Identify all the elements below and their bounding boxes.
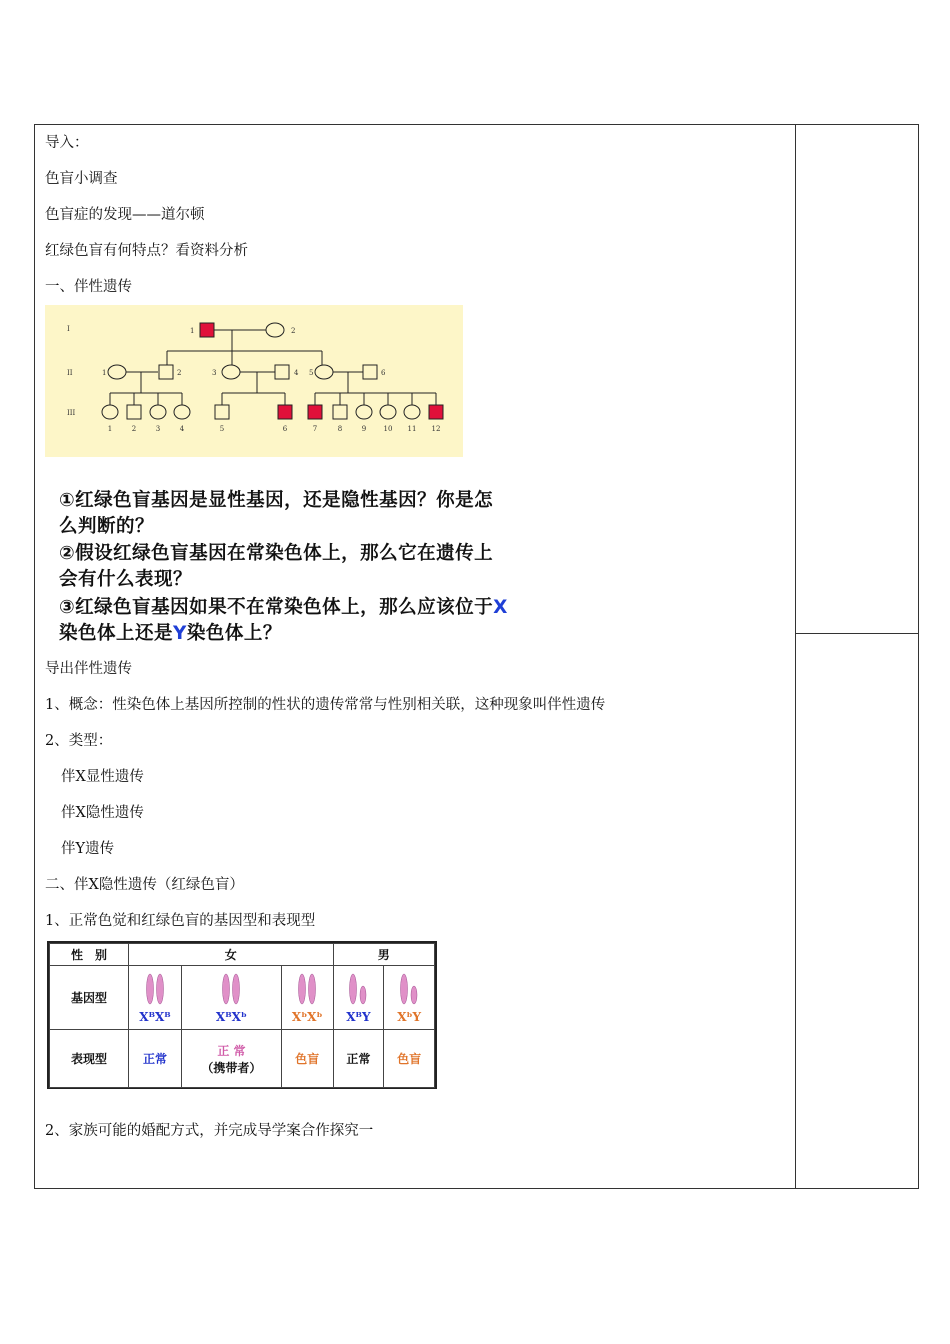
- row-label-phenotype: 表现型: [50, 1030, 129, 1088]
- question-3-line-1: [59, 593, 508, 619]
- gen3-label-6: 6: [282, 425, 288, 433]
- genotype-cell: [129, 966, 182, 1030]
- gen2-label-3: 3: [212, 369, 217, 377]
- pedigree-female: [356, 405, 372, 419]
- chromosome-pair-icon: [216, 971, 246, 1007]
- intro-line-2: 色盲症的发现——道尔顿: [45, 207, 205, 223]
- genotype-table: [47, 941, 437, 1089]
- pedigree-male-affected: [308, 405, 322, 419]
- gen3-label-4: 4: [179, 425, 185, 433]
- gen3-label-2: 2: [131, 425, 137, 433]
- pedigree-female: [150, 405, 166, 419]
- gen3-label-10: 10: [383, 425, 393, 433]
- pedigree-male: [127, 405, 141, 419]
- section-1-heading: 一、伴性遗传: [45, 279, 132, 295]
- gen2-label-6: 6: [381, 369, 386, 377]
- question-3-line-2: [59, 619, 282, 645]
- genotype-5: XᵇY: [397, 1010, 422, 1024]
- subheading-1: 1、正常色觉和红绿色盲的基因型和表现型: [45, 913, 316, 929]
- question-1-line-1: ①红绿色盲基因是显性基因，还是隐性基因？你是怎: [59, 490, 494, 511]
- pedigree-chart: [45, 305, 463, 457]
- genotype-4: XᴮY: [346, 1010, 371, 1024]
- pedigree-female: [102, 405, 118, 419]
- chromosome-pair-icon: [394, 971, 424, 1007]
- intro-title: 导入：: [45, 135, 89, 151]
- pedigree-female: [222, 365, 240, 379]
- x-chromosome-label: X: [493, 597, 508, 618]
- genotype-cell: [333, 966, 384, 1030]
- phenotype-2-cell: [182, 1030, 282, 1088]
- pedigree-male: [333, 405, 347, 419]
- genotype-cell: [384, 966, 435, 1030]
- pedigree-male: [275, 365, 289, 379]
- pedigree-male: [215, 405, 229, 419]
- question-1-line-2: 么判断的？: [59, 516, 155, 537]
- gen3-label-8: 8: [337, 425, 343, 433]
- pedigree-male-affected: [200, 323, 214, 337]
- intro-line-3: 红绿色盲有何特点？看资料分析: [45, 243, 248, 259]
- carrier-label: （携带者）: [201, 1060, 262, 1075]
- phenotype-3: 色盲: [281, 1030, 333, 1088]
- gen1-label-2: 2: [291, 327, 296, 335]
- pedigree-male: [363, 365, 377, 379]
- column-divider: [795, 125, 796, 1188]
- type-3: 伴Y遗传: [61, 841, 115, 857]
- gen2-label-4: 4: [294, 369, 299, 377]
- gen1-label-1: 1: [190, 327, 195, 335]
- type-1: 伴X显性遗传: [61, 769, 144, 785]
- phenotype-5: 色盲: [384, 1030, 435, 1088]
- y-chromosome-label: Y: [173, 623, 187, 644]
- pedigree-female: [174, 405, 190, 419]
- gen-label-1: I: [67, 325, 70, 333]
- pedigree-male: [159, 365, 173, 379]
- pedigree-female: [108, 365, 126, 379]
- genotype-3: XᵇXᵇ: [291, 1010, 323, 1024]
- concept-text: 1、概念：性染色体上基因所控制的性状的遗传常常与性别相关联，这种现象叫伴性遗传: [45, 697, 606, 713]
- phenotype-1: 正常: [129, 1030, 182, 1088]
- gen3-label-7: 7: [312, 425, 318, 433]
- gen-label-2: II: [67, 369, 73, 377]
- subheading-2: 2、家族可能的婚配方式，并完成导学案合作探究一: [45, 1123, 374, 1139]
- question-3-text-2: 染色体上还是: [59, 623, 174, 644]
- pedigree-female: [266, 323, 284, 337]
- content-table: [34, 124, 919, 1189]
- types-heading: 2、类型：: [45, 733, 113, 749]
- question-2-line-2: 会有什么表现？: [59, 569, 193, 590]
- pedigree-female: [380, 405, 396, 419]
- chromosome-pair-icon: [140, 971, 170, 1007]
- pedigree-svg: [45, 305, 463, 457]
- question-3-text: ③红绿色盲基因如果不在常染色体上，那么应该位于: [59, 597, 494, 618]
- pedigree-female: [404, 405, 420, 419]
- chromosome-pair-icon: [343, 971, 373, 1007]
- gen3-label-3: 3: [155, 425, 161, 433]
- question-2-line-1: ②假设红绿色盲基因在常染色体上，那么它在遗传上: [59, 543, 494, 564]
- pedigree-female: [315, 365, 333, 379]
- header-sex: 性 别: [50, 944, 129, 966]
- section-2-heading: 二、伴X隐性遗传（红绿色盲）: [45, 877, 244, 893]
- header-female: 女: [129, 944, 334, 966]
- gen2-label-5: 5: [309, 369, 314, 377]
- genotype-cell: [281, 966, 333, 1030]
- gen2-label-2: 2: [177, 369, 182, 377]
- right-cell-divider: [795, 633, 919, 634]
- chromosome-pair-icon: [292, 971, 322, 1007]
- pedigree-male-affected: [278, 405, 292, 419]
- intro-line-1: 色盲小调查: [45, 171, 118, 187]
- gen3-label-11: 11: [407, 425, 417, 433]
- gen3-label-9: 9: [361, 425, 367, 433]
- type-2: 伴X隐性遗传: [61, 805, 144, 821]
- lead-out-text: 导出伴性遗传: [45, 661, 132, 677]
- gen3-label-1: 1: [107, 425, 113, 433]
- genotype-cell: [182, 966, 282, 1030]
- gen3-label-5: 5: [219, 425, 225, 433]
- gen3-label-12: 12: [431, 425, 441, 433]
- genotype-2: XᴮXᵇ: [215, 1010, 247, 1024]
- gen2-label-1: 1: [102, 369, 107, 377]
- genotype-1: XᴮXᴮ: [139, 1010, 171, 1024]
- header-male: 男: [333, 944, 434, 966]
- row-label-genotype: 基因型: [50, 966, 129, 1030]
- phenotype-2: 正 常: [217, 1043, 246, 1058]
- gen-label-3: III: [67, 409, 76, 417]
- pedigree-male-affected: [429, 405, 443, 419]
- phenotype-4: 正常: [333, 1030, 384, 1088]
- question-3-text-3: 染色体上？: [186, 623, 282, 644]
